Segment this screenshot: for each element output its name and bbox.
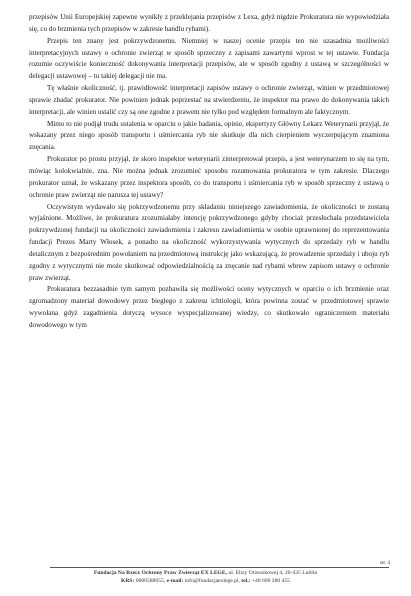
footer bbox=[40, 569, 371, 585]
paragraph: Prokurator po prostu przyjął, że skoro inspektor weterynarii zinterpretował przepis, a jest weterynarzem to się na tym, mówiąc kolokwialnie, zna. Nie można jednak zrozumieć sposobu rozumowania prokuratora w tym zakresie. Dlaczego prokurator uznał, że wskazany przez inspektora sposób, co do transportu i uśmiercania ryb w sposób sprzeczny z ustawą o ochronie praw zwierząt nie narusza tej ustawy? bbox=[29, 155, 389, 199]
document-body bbox=[29, 12, 389, 332]
footer-email: info@fundacjaexlege.pl, bbox=[183, 578, 242, 584]
footer-divider bbox=[50, 567, 389, 568]
footer-email-label: e-mail: bbox=[166, 578, 184, 584]
paragraph: Tę właśnie okoliczność, tj. prawidłowość interpretacji zapisów ustawy o ochronie zwierząt, winien w przedmiotowej sprawie zbadać prokurator. Nie powinien jednak poprzestać na stwierdzeniu, że inspektor ma prawo do dokonywania takich interpretacji, ale winien ustalić czy są one zgodne z prawem nie tylko pod względem formalnym ale faktycznym. bbox=[29, 84, 389, 116]
footer-krs: 0000588055, bbox=[134, 578, 167, 584]
paragraph: Prokuratura bezzasadnie tym samym pozbawiła się możliwości oceny wytycznych w oparciu o ich brzmienie oraz zgromadzony materiał dowodowy przez biegłego z zakresu ichtiologii, która powinna zostać w przedmiotowej sprawie wywołana gdyż zagadnienia dotyczą wysoce wyspecjalizowanej wiedzy, co skutkowało ograniczeniem materiału dowodowego w tym bbox=[29, 285, 389, 329]
footer-krs-label: KRS: bbox=[121, 578, 135, 584]
page-number: str. 4 bbox=[379, 560, 390, 566]
paragraph: Oczywistym wydawało się pokrzywdzonemu przy składaniu niniejszego zawiadomienia, że okoliczności te zostaną wyjaśnione. Możliwe, że prokuratura zrozumiałaby intencję pokrzywdzonego gdyby chociaż przesłuchała przedstawiciela pokrzywdzonej fundacji na okoliczności zawiadomienia i zakresu zawiadomienia w osobie uprawnionej do reprezentowania fundacji Prezes Marty Włosek, a ponadto na okoliczność wykorzystywania wytycznych do sprzedaży ryb w handlu detalicznym z bezpośrednim powołaniem na przedmiotową instrukcję jako wskazującą, że prowadzenie sprzedaży i uboju ryb zgodny z wytycznymi nie może skutkować odpowiedzialnością za znęcanie nad rybami wbrew zapisom ustawy o ochronie praw zwierząt. bbox=[29, 202, 389, 282]
footer-address: ul. Elizy Orzeszkowej 4, 20-435 Lublin bbox=[227, 570, 318, 576]
footer-tel: +48 690 280 455 bbox=[250, 578, 290, 584]
paragraph: przepisów Unii Europejskiej zapewne wynikły z przeklejania przepisów z Lexa, gdyż nigdzie Prokuratura nie wypowiedziała się, co do brzmienia tych przepisów w zakresie handlu rybami). bbox=[29, 13, 389, 33]
footer-tel-label: tel.: bbox=[241, 578, 251, 584]
paragraph: Przepis ten znany jest pokrzywdzonemu. Niemniej w naszej ocenie przepis ten nie uzasadnia możliwości interpretacyjnych ustawy o ochronie zwierząt w sposób sprzeczny z zapisami zawartymi wprost w tej ustawie. Fundacja rozumie oczywiście konieczność dokonywania interpretacji przepisów, ale w sposób zgodny z ustawą w szczególności w delegacji ustawowej – tu takiej delegacji nie ma. bbox=[29, 36, 389, 81]
footer-contact-line bbox=[40, 577, 371, 585]
footer-organization: Fundacja Na Rzecz Ochrony Praw Zwierząt EX LEGE, bbox=[93, 570, 228, 576]
footer-address-line bbox=[40, 569, 371, 577]
paragraph: Mimo to nie podjął trudu ustalenia w oparciu o jakie badania, opinie, ekspertyzy Główny Lekarz Weterynarii przyjął, że wskazany przez niego sposób transportu i uśmiercania ryb nie skutkuje dla nich cierpieniem wyczerpującym znamiona znęcania. bbox=[29, 119, 389, 152]
